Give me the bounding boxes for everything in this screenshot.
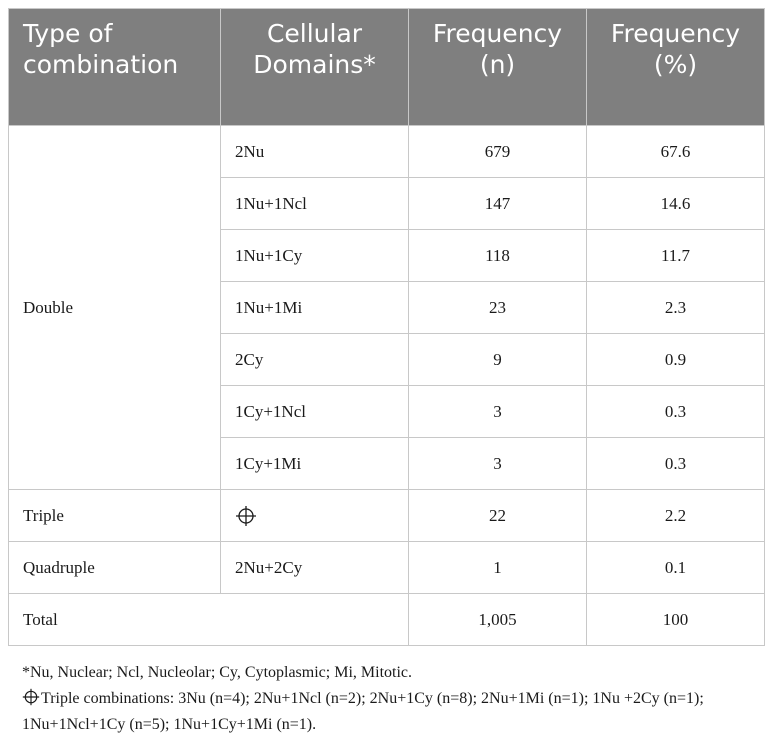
frequency-n-cell: 3 xyxy=(409,438,587,490)
domain-cell: 1Nu+1Ncl xyxy=(221,178,409,230)
header-type-of-combination: Type of combination xyxy=(9,9,221,126)
triple-combination-footnote xyxy=(22,686,762,738)
header-frequency-pct: Frequency (%) xyxy=(587,9,765,126)
domain-cell: 1Nu+1Mi xyxy=(221,282,409,334)
triple-combination-text: Triple combinations: 3Nu (n=4); 2Nu+1Ncl (n=2); 2Nu+1Cy (n=8); 2Nu+1Mi (n=1); 1Nu +2Cy (n=1); 1Nu+1Ncl+1Cy (n=5); 1Nu+1Cy+1Mi (n=1). xyxy=(22,690,704,733)
domain-cell xyxy=(221,490,409,542)
domain-cell: 2Nu+2Cy xyxy=(221,542,409,594)
crosshair-symbol-icon xyxy=(235,505,257,527)
frequency-n-cell: 3 xyxy=(409,386,587,438)
frequency-pct-cell: 0.9 xyxy=(587,334,765,386)
frequency-n-cell: 22 xyxy=(409,490,587,542)
header-cellular-domains: Cellular Domains* xyxy=(221,9,409,126)
frequency-table xyxy=(8,8,765,646)
domain-cell: 1Cy+1Ncl xyxy=(221,386,409,438)
domain-cell: 1Cy+1Mi xyxy=(221,438,409,490)
crosshair-symbol-icon xyxy=(22,688,40,706)
frequency-n-cell: 23 xyxy=(409,282,587,334)
frequency-n-cell: 9 xyxy=(409,334,587,386)
frequency-pct-cell: 0.1 xyxy=(587,542,765,594)
total-frequency-n: 1,005 xyxy=(409,594,587,646)
domain-cell: 2Nu xyxy=(221,126,409,178)
table-row xyxy=(9,490,765,542)
header-frequency-n: Frequency (n) xyxy=(409,9,587,126)
frequency-pct-cell: 2.2 xyxy=(587,490,765,542)
type-cell-triple: Triple xyxy=(9,490,221,542)
frequency-pct-cell: 2.3 xyxy=(587,282,765,334)
frequency-pct-cell: 14.6 xyxy=(587,178,765,230)
frequency-n-cell: 1 xyxy=(409,542,587,594)
frequency-pct-cell: 0.3 xyxy=(587,386,765,438)
domain-cell: 2Cy xyxy=(221,334,409,386)
total-row xyxy=(9,594,765,646)
header-row xyxy=(9,9,765,126)
total-label: Total xyxy=(9,594,409,646)
domain-cell: 1Nu+1Cy xyxy=(221,230,409,282)
type-cell-quadruple: Quadruple xyxy=(9,542,221,594)
table-row xyxy=(9,542,765,594)
frequency-n-cell: 679 xyxy=(409,126,587,178)
table-footnotes xyxy=(22,660,762,738)
table-row xyxy=(9,126,765,178)
total-frequency-pct: 100 xyxy=(587,594,765,646)
abbreviation-footnote: *Nu, Nuclear; Ncl, Nucleolar; Cy, Cytoplasmic; Mi, Mitotic. xyxy=(22,664,412,681)
frequency-pct-cell: 11.7 xyxy=(587,230,765,282)
frequency-n-cell: 147 xyxy=(409,178,587,230)
frequency-pct-cell: 0.3 xyxy=(587,438,765,490)
type-cell-double: Double xyxy=(9,126,221,490)
frequency-pct-cell: 67.6 xyxy=(587,126,765,178)
frequency-n-cell: 118 xyxy=(409,230,587,282)
